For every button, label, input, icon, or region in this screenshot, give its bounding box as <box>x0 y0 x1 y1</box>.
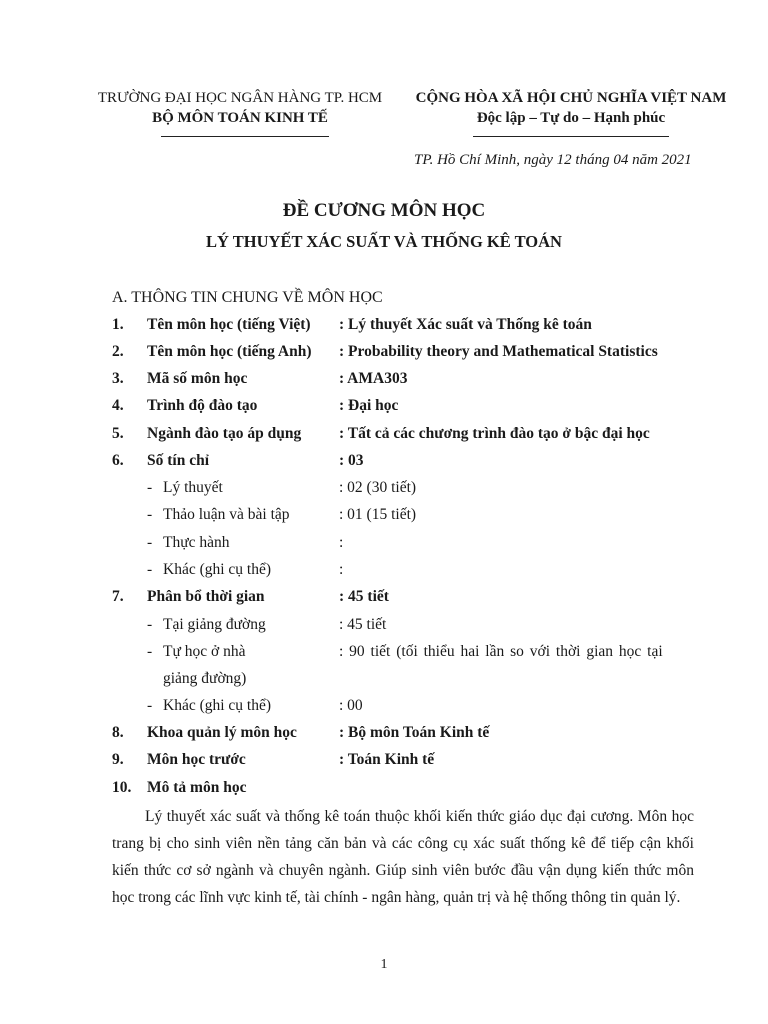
row-number: 7. <box>112 588 124 605</box>
row-number: 9. <box>112 751 124 768</box>
row-dash: - <box>147 561 153 578</box>
info-subrow-practice <box>0 534 768 560</box>
row-value: : 45 tiết <box>339 616 387 633</box>
row-label: Ngành đào tạo áp dụng <box>147 425 302 442</box>
row-value: : Toán Kinh tế <box>339 751 435 768</box>
row-dash: - <box>147 616 153 633</box>
row-label: Mã số môn học <box>147 370 248 387</box>
date-line: TP. Hồ Chí Minh, ngày 12 tháng 04 năm 2021 <box>414 152 692 168</box>
info-row-9 <box>0 751 768 777</box>
row-value: : Bộ môn Toán Kinh tế <box>339 724 490 741</box>
row-value: : Đại học <box>339 397 399 414</box>
row-value: : 02 (30 tiết) <box>339 479 417 496</box>
row-number: 8. <box>112 724 124 741</box>
info-subrow-discussion <box>0 506 768 532</box>
row-label: Khoa quản lý môn học <box>147 724 297 741</box>
row-label: Mô tả môn học <box>147 779 247 796</box>
row-value: : 01 (15 tiết) <box>339 506 417 523</box>
document-title: ĐỀ CƯƠNG MÔN HỌC <box>282 200 486 221</box>
self-study-continuation: giảng đường) <box>163 670 247 687</box>
row-value: : AMA303 <box>339 370 408 387</box>
info-row-7 <box>0 588 768 614</box>
row-label: Thảo luận và bài tập <box>163 506 290 523</box>
country-name: CỘNG HÒA XÃ HỘI CHỦ NGHĨA VIỆT NAM <box>415 90 727 106</box>
row-dash: - <box>147 697 153 714</box>
row-label: Khác (ghi cụ thể) <box>163 697 272 714</box>
row-label: Phân bổ thời gian <box>147 588 265 605</box>
info-row-2 <box>0 343 768 369</box>
row-number: 3. <box>112 370 124 387</box>
description-text: Lý thuyết xác suất và thống kê toán thuộc khối kiến thức giáo dục đại cương. Môn học trang bị cho sinh viên nền tảng căn bản và các công cụ xác suất thống kê để tiếp cận khối kiến thức cơ sở ngành và chuyên ngành. Giúp sinh viên bước đầu vận dụng kiến thức môn học trong các lĩnh vực kinh tế, tài chính - ngân hàng, quản trị và hệ thống thông tin quản lý. <box>112 808 694 906</box>
info-row-8 <box>0 724 768 750</box>
row-value: : Tất cả các chương trình đào tạo ở bậc đại học <box>339 425 650 442</box>
page-number: 1 <box>380 957 388 972</box>
course-title: LÝ THUYẾT XÁC SUẤT VÀ THỐNG KÊ TOÁN <box>206 232 562 251</box>
row-value: : Lý thuyết Xác suất và Thống kê toán <box>339 316 592 333</box>
row-label: Tên môn học (tiếng Việt) <box>147 316 311 333</box>
info-row-5 <box>0 425 768 451</box>
row-number: 4. <box>112 397 124 414</box>
row-dash: - <box>147 479 153 496</box>
info-subrow-self-study <box>0 643 768 669</box>
row-number: 2. <box>112 343 124 360</box>
row-value: : Probability theory and Mathematical Statistics <box>339 343 658 360</box>
row-dash: - <box>147 534 153 551</box>
row-dash: - <box>147 643 153 660</box>
motto: Độc lập – Tự do – Hạnh phúc <box>476 110 666 126</box>
row-value: : <box>339 534 344 551</box>
row-value: : <box>339 561 344 578</box>
department-name: BỘ MÔN TOÁN KINH TẾ <box>152 110 328 126</box>
info-subrow-lecture-hall <box>0 616 768 642</box>
row-value: : 45 tiết <box>339 588 389 605</box>
row-value: : 90 tiết (tối thiểu hai lần so với thời gian học tại <box>339 643 663 660</box>
row-dash: - <box>147 506 153 523</box>
info-row-3 <box>0 370 768 396</box>
row-label: Tại giảng đường <box>163 616 266 633</box>
info-subrow-other <box>0 561 768 587</box>
university-name: TRƯỜNG ĐẠI HỌC NGÂN HÀNG TP. HCM <box>97 90 383 106</box>
row-label: Tự học ở nhà <box>163 643 246 660</box>
row-label: Lý thuyết <box>163 479 223 496</box>
info-row-10 <box>0 779 768 805</box>
row-label: Thực hành <box>163 534 230 551</box>
row-number: 10. <box>112 779 132 796</box>
section-heading: A. THÔNG TIN CHUNG VỀ MÔN HỌC <box>112 289 383 306</box>
row-number: 6. <box>112 452 124 469</box>
header-left-underline <box>161 136 329 137</box>
row-label: Trình độ đào tạo <box>147 397 258 414</box>
info-row-1 <box>0 316 768 342</box>
row-label: Khác (ghi cụ thể) <box>163 561 272 578</box>
row-number: 1. <box>112 316 124 333</box>
row-value: : 00 <box>339 697 363 714</box>
info-subrow-theory <box>0 479 768 505</box>
row-label: Môn học trước <box>147 751 246 768</box>
header-right-underline <box>473 136 669 137</box>
info-row-4 <box>0 397 768 423</box>
info-row-6 <box>0 452 768 478</box>
info-subrow-other-time <box>0 697 768 723</box>
row-label: Số tín chỉ <box>147 452 210 469</box>
row-label: Tên môn học (tiếng Anh) <box>147 343 312 360</box>
row-value: : 03 <box>339 452 364 469</box>
row-number: 5. <box>112 425 124 442</box>
course-description <box>112 803 694 911</box>
